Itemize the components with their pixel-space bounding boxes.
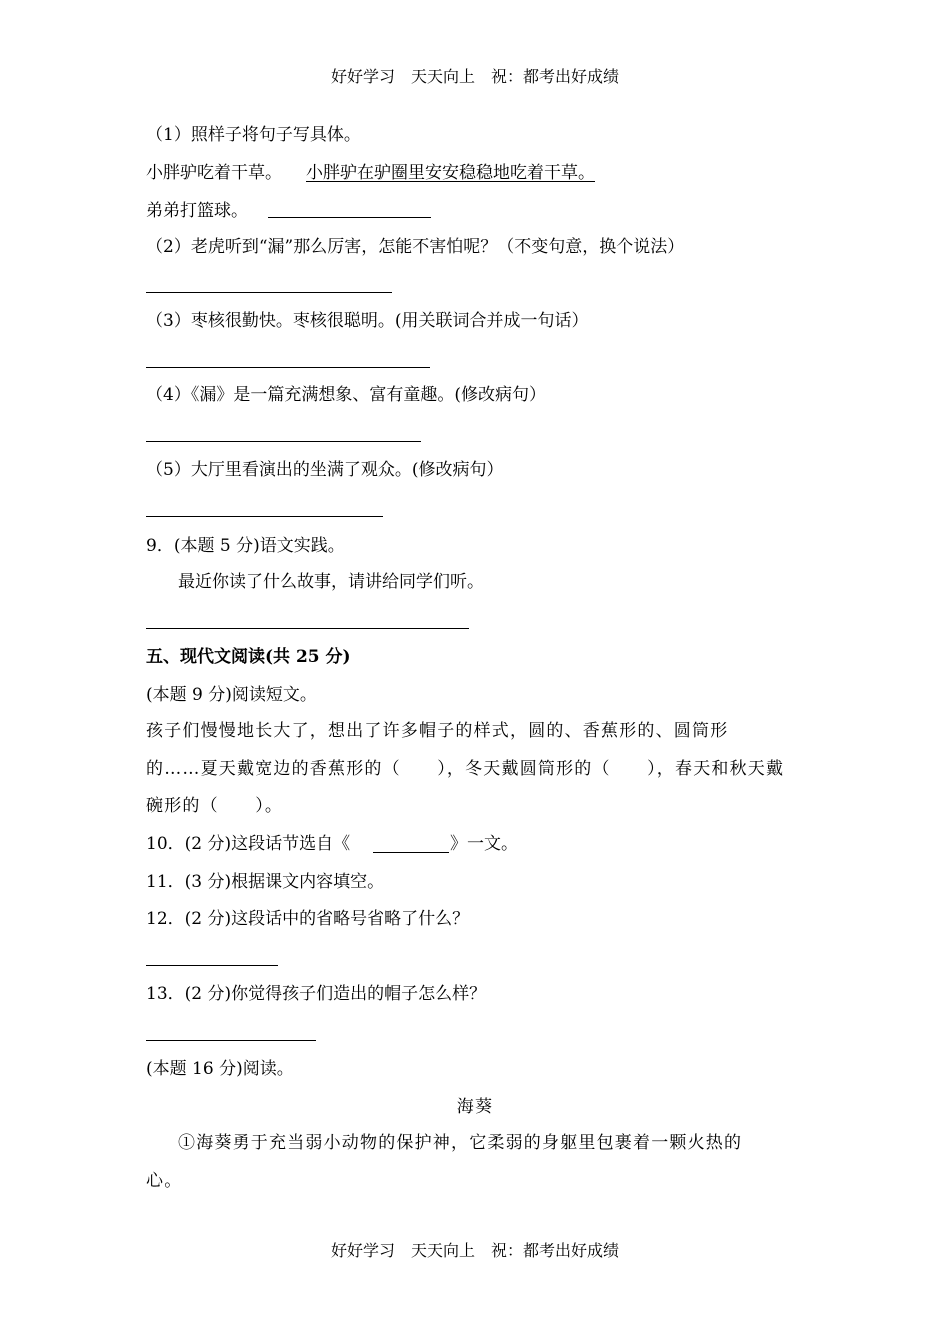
answer-blank[interactable] [146, 965, 278, 966]
passage-intro: (本题 9 分)阅读短文。 [146, 685, 317, 705]
section-heading: 五、现代文阅读(共 25 分) [146, 647, 351, 667]
answer-blank[interactable] [146, 1040, 316, 1041]
answer-blank[interactable] [146, 292, 392, 293]
q12: 12．(2 分)这段话中的省略号省略了什么？ [146, 909, 470, 929]
answer-blank[interactable] [146, 628, 469, 629]
q11: 11．(3 分)根据课文内容填空。 [146, 872, 385, 892]
q8-part4: （4）《漏》是一篇充满想象、富有童趣。(修改病句） [146, 385, 546, 405]
q10-text-end: 》一文。 [450, 834, 518, 854]
page-header: 好好学习 天天向上 祝：都考出好成绩 [330, 67, 619, 86]
q8-example-expanded: 小胖驴在驴圈里安安稳稳地吃着干草。 [306, 163, 595, 183]
passage-line: 碗形的（ ）。 [146, 796, 284, 816]
story-paragraph-line: ①海葵勇于充当弱小动物的保护神，它柔弱的身躯里包裹着一颗火热的 [178, 1133, 743, 1153]
reading-intro: (本题 16 分)阅读。 [146, 1059, 294, 1079]
answer-blank[interactable] [146, 441, 421, 442]
q8-part2: （2）老虎听到“漏”那么厉害，怎能不害怕呢？（不变句意，换个说法） [146, 237, 685, 257]
story-title: 海葵 [456, 1097, 494, 1117]
q8-part5: （5）大厅里看演出的坐满了观众。(修改病句） [146, 460, 504, 480]
answer-blank[interactable] [268, 217, 431, 218]
passage-line: 的……夏天戴宽边的香蕉形的（ ），冬天戴圆筒形的（ ），春天和秋天戴 [146, 759, 785, 779]
page-footer: 好好学习 天天向上 祝：都考出好成绩 [330, 1241, 619, 1260]
q8-part1-prompt: （1）照样子将句子写具体。 [146, 125, 361, 145]
passage-line: 孩子们慢慢地长大了，想出了许多帽子的样式，圆的、香蕉形的、圆筒形 [146, 721, 729, 741]
q9-title: 9．(本题 5 分)语文实践。 [146, 536, 345, 556]
q10-text-start: 10．(2 分)这段话节选自《 [146, 834, 351, 854]
answer-blank[interactable] [373, 852, 449, 853]
q13: 13．(2 分)你觉得孩子们造出的帽子怎么样？ [146, 984, 487, 1004]
q8-example-plain: 小胖驴吃着干草。 [146, 163, 282, 183]
story-paragraph-line: 心。 [146, 1171, 183, 1191]
answer-blank[interactable] [146, 367, 430, 368]
q9-body: 最近你读了什么故事，请讲给同学们听。 [178, 572, 484, 592]
q8-part3: （3）枣核很勤快。枣核很聪明。(用关联词合并成一句话） [146, 311, 589, 331]
q8-task-sentence: 弟弟打篮球。 [146, 201, 248, 221]
answer-blank[interactable] [146, 516, 383, 517]
